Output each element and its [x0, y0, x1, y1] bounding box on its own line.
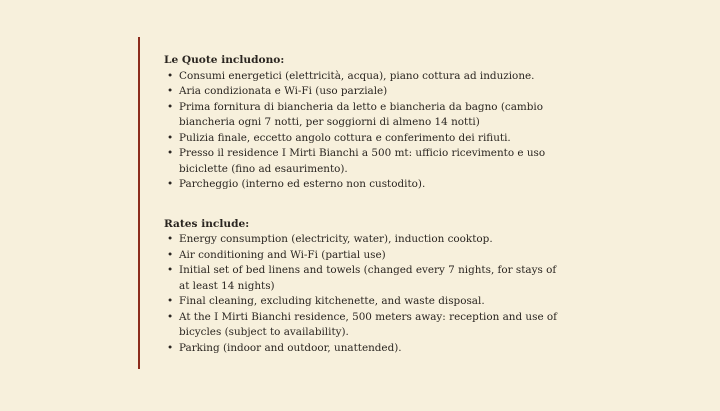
- list-item: • Parking (indoor and outdoor, unattended).: [164, 341, 564, 357]
- list-item: • Consumi energetici (elettricità, acqua), piano cottura ad induzione.: [164, 69, 564, 85]
- list-item: • Initial set of bed linens and towels (changed every 7 nights, for stays of at least 14 nights): [164, 263, 564, 294]
- list-item: • Aria condizionata e Wi-Fi (uso parziale): [164, 84, 564, 100]
- list-item: • At the I Mirti Bianchi residence, 500 meters away: reception and use of bicycles (subject to availability).: [164, 310, 564, 341]
- list-item: • Presso il residence I Mirti Bianchi a 500 mt: ufficio ricevimento e uso biciclette (fino ad esaurimento).: [164, 146, 564, 177]
- list-item: • Prima fornitura di biancheria da letto e biancheria da bagno (cambio biancheria ogni 7 notti, per soggiorni di almeno 14 notti): [164, 100, 564, 131]
- english-section: [164, 217, 564, 357]
- list-item: • Air conditioning and Wi-Fi (partial use): [164, 248, 564, 264]
- english-items-list: [164, 232, 564, 356]
- list-item: • Pulizia finale, eccetto angolo cottura e conferimento dei rifiuti.: [164, 131, 564, 147]
- accent-bar: [138, 37, 140, 369]
- list-item: • Energy consumption (electricity, water), induction cooktop.: [164, 232, 564, 248]
- italian-section: [164, 53, 564, 193]
- list-item: • Final cleaning, excluding kitchenette, and waste disposal.: [164, 294, 564, 310]
- rates-content: [164, 53, 564, 356]
- italian-items-list: [164, 69, 564, 193]
- english-section-title: Rates include:: [164, 217, 250, 230]
- italian-section-title: Le Quote includono:: [164, 54, 285, 66]
- list-item: • Parcheggio (interno ed esterno non custodito).: [164, 177, 564, 193]
